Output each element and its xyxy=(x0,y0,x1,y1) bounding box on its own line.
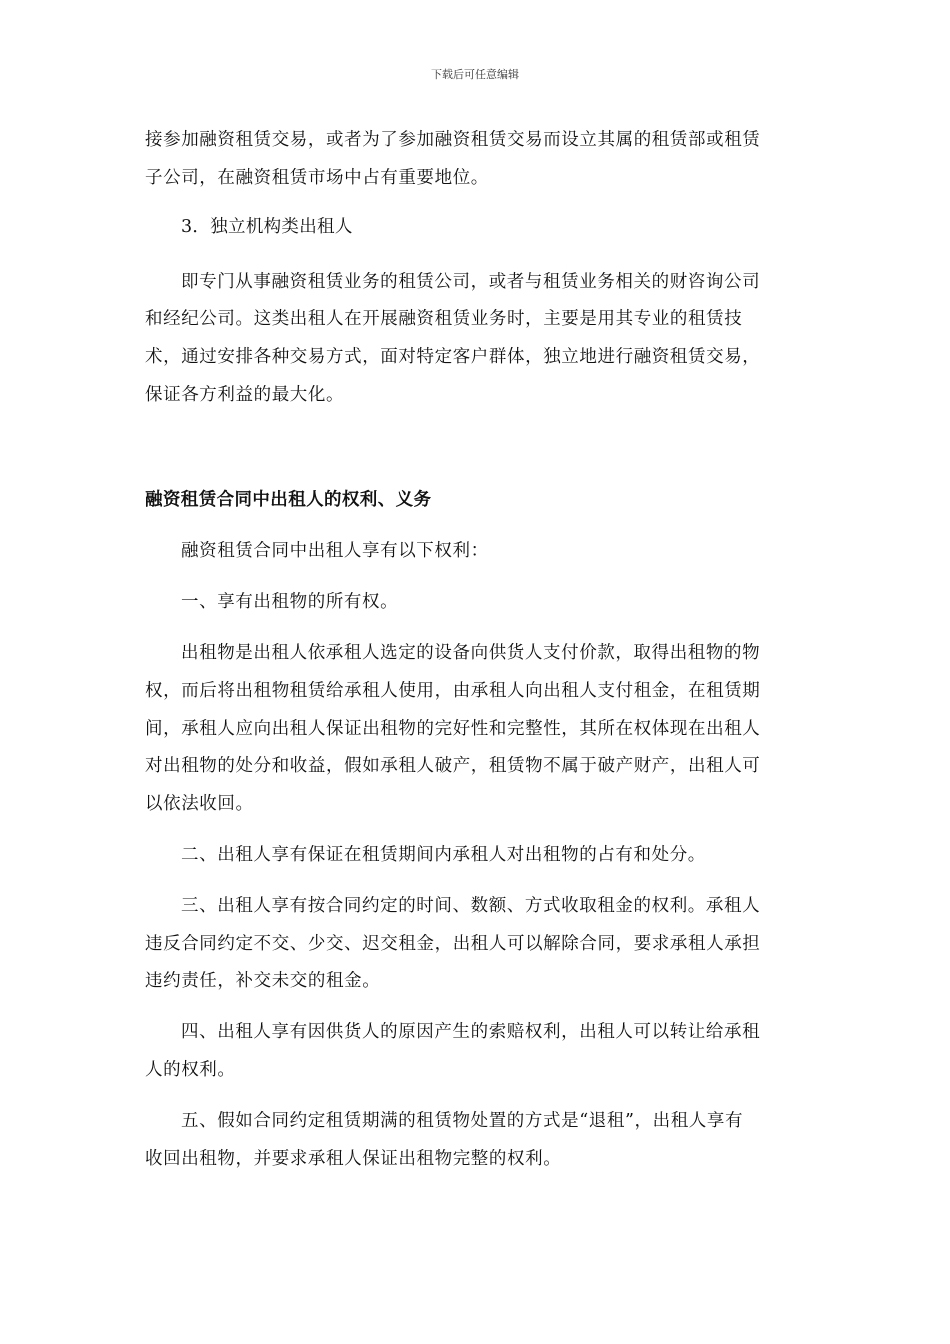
right-2-line: 二、出租人享有保证在租赁期间内承租人对出租物的占有和处分。 xyxy=(181,845,706,865)
paragraph-line: 即专门从事融资租赁业务的租赁公司，或者与租赁业务相关的财咨询公司 xyxy=(181,272,761,292)
paragraph-line: 五、假如合同约定租赁期满的租赁物处置的方式是“退租”，出租人享有 xyxy=(181,1111,744,1131)
paragraph-line: 出租物是出租人依承租人选定的设备向供货人支付价款，取得出租物的物 xyxy=(181,643,761,663)
page-header: 下载后可任意编辑 xyxy=(431,68,519,81)
paragraph-line: 保证各方利益的最大化。 xyxy=(145,385,345,405)
paragraph-line: 人的权利。 xyxy=(145,1060,236,1080)
paragraph-line: 四、出租人享有因供货人的原因产生的索赔权利，出租人可以转让给承租 xyxy=(181,1022,761,1042)
paragraph-line: 间，承租人应向出租人保证出租物的完好性和完整性，其所在权体现在出租人 xyxy=(145,719,761,739)
paragraph-line: 对出租物的处分和收益，假如承租人破产，租赁物不属于破产财产，出租人可 xyxy=(145,756,761,776)
right-1-title: 一、享有出租物的所有权。 xyxy=(181,592,399,612)
paragraph-line: 接参加融资租赁交易，或者为了参加融资租赁交易而设立其属的租赁部或租赁 xyxy=(145,130,761,150)
paragraph-line: 权，而后将出租物租赁给承租人使用，由承租人向出租人支付租金，在租赁期 xyxy=(145,681,761,701)
paragraph-line: 违约责任，补交未交的租金。 xyxy=(145,971,381,991)
intro-line: 融资租赁合同中出租人享有以下权利： xyxy=(181,541,489,561)
paragraph-line: 三、出租人享有按合同约定的时间、数额、方式收取租金的权利。承租人 xyxy=(181,896,761,916)
section-heading: 融资租赁合同中出租人的权利、义务 xyxy=(145,490,432,510)
paragraph-line: 收回出租物，并要求承租人保证出租物完整的权利。 xyxy=(145,1149,562,1169)
paragraph-line: 违反合同约定不交、少交、迟交租金，出租人可以解除合同，要求承租人承担 xyxy=(145,934,761,954)
paragraph-line: 和经纪公司。这类出租人在开展融资租赁业务时，主要是用其专业的租赁技 xyxy=(145,309,743,329)
paragraph-line: 术，通过安排各种交易方式，面对特定客户群体，独立地进行融资租赁交易， xyxy=(145,347,761,367)
paragraph-line: 以依法收回。 xyxy=(145,794,254,814)
paragraph-line: 子公司，在融资租赁市场中占有重要地位。 xyxy=(145,168,489,188)
item-title: 3．独立机构类出租人 xyxy=(181,217,353,237)
